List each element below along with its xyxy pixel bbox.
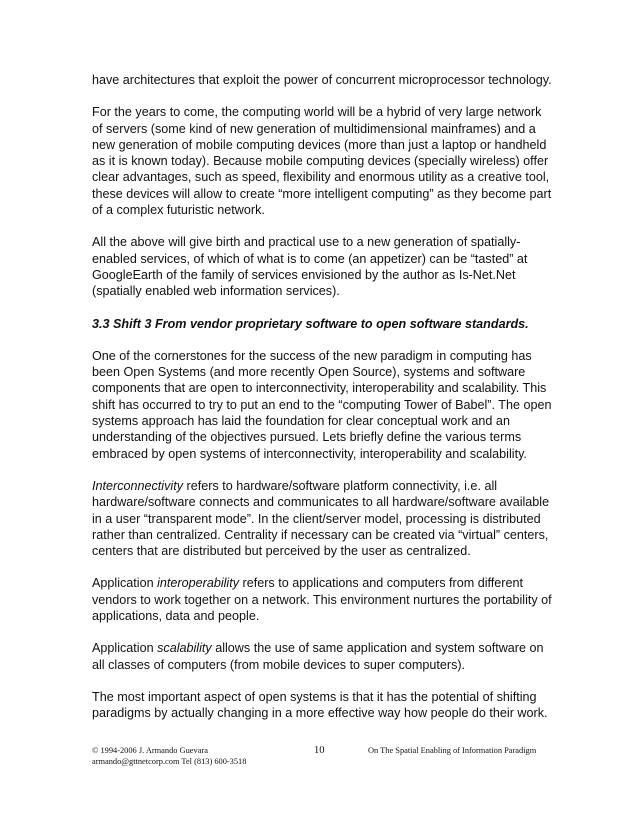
- paragraph-interoperability: [92, 575, 554, 624]
- paragraph-open-systems: One of the cornerstones for the success of the new paradigm in computing has been Open Systems (and more recently Open Source), systems and software components that are open to interconnectivity, interoperability and scalability. This shift has occurred to try to put an end to the “computing Tower of Babel”. The open systems approach has laid the foundation for clear conceptual work and an understanding of the objectives pursued. Lets briefly define the various terms embraced by open systems of interconnectivity, interoperability and scalability.: [92, 348, 552, 461]
- page-body: [92, 72, 554, 738]
- paragraph-conclusion: The most important aspect of open systems is that it has the potential of shifting paradigms by actually changing in a more effective way how people do their work.: [92, 689, 548, 721]
- paragraph-spatial-services: All the above will give birth and practical use to a new generation of spatially-enabled services, of which of what is to come (an appetizer) can be “tasted” at GoogleEarth of the family of services envisioned by the author as Is-Net.Net (spatially enabled web information services).: [92, 235, 528, 299]
- interconnectivity-definition: refers to hardware/software platform connectivity, i.e. all hardware/software connects and communicates to all hardware/software available in a user “transparent mode”. In the client/server model, processing is distributed rather than centralized. Centrality if necessary can be created via “virtual” centers, centers that are distributed but perceived by the user as centralized.: [92, 478, 550, 559]
- page-number: 10: [314, 745, 325, 756]
- footer-credits: [92, 745, 246, 767]
- interoperability-definition: refers to applications and computers from different vendors to work together on a network. This environment nurtures the portability of applications, data and people.: [92, 576, 552, 624]
- interoperability-lead: Application: [92, 576, 158, 591]
- scalability-lead: Application: [92, 641, 158, 656]
- section-heading: 3.3 Shift 3 From vendor proprietary software to open software standards.: [92, 316, 529, 331]
- paragraph-interconnectivity: [92, 478, 554, 559]
- paragraph-scalability: [92, 640, 554, 673]
- term-interconnectivity: Interconnectivity: [92, 478, 183, 493]
- footer-copyright: © 1994-2006 J. Armando Guevara: [92, 746, 208, 755]
- scalability-definition: allows the use of same application and system software on all classes of computers (from mobile devices to super computers).: [92, 641, 544, 672]
- page-footer: [92, 745, 554, 771]
- paragraph-architectures: have architectures that exploit the power of concurrent microprocessor technology.: [92, 73, 552, 87]
- footer-contact: armando@gttnetcorp.com Tel (813) 600-3518: [92, 757, 247, 766]
- footer-document-title: On The Spatial Enabling of Information Paradigm: [368, 746, 537, 755]
- paragraph-hybrid-computing: For the years to come, the computing world will be a hybrid of very large network of servers (some kind of new generation of multidimensional mainframes) and a new generation of mobile computing devices (more than just a laptop or handheld as it is known today). Because mobile computing devices (specially wireless) offer clear advantages, such as speed, flexibility and enormous utility as a creative tool, these devices will allow to create “more intelligent computing” as they become part of a complex futuristic network.: [92, 105, 552, 218]
- term-scalability: scalability: [157, 641, 212, 656]
- term-interoperability: interoperability: [157, 576, 240, 591]
